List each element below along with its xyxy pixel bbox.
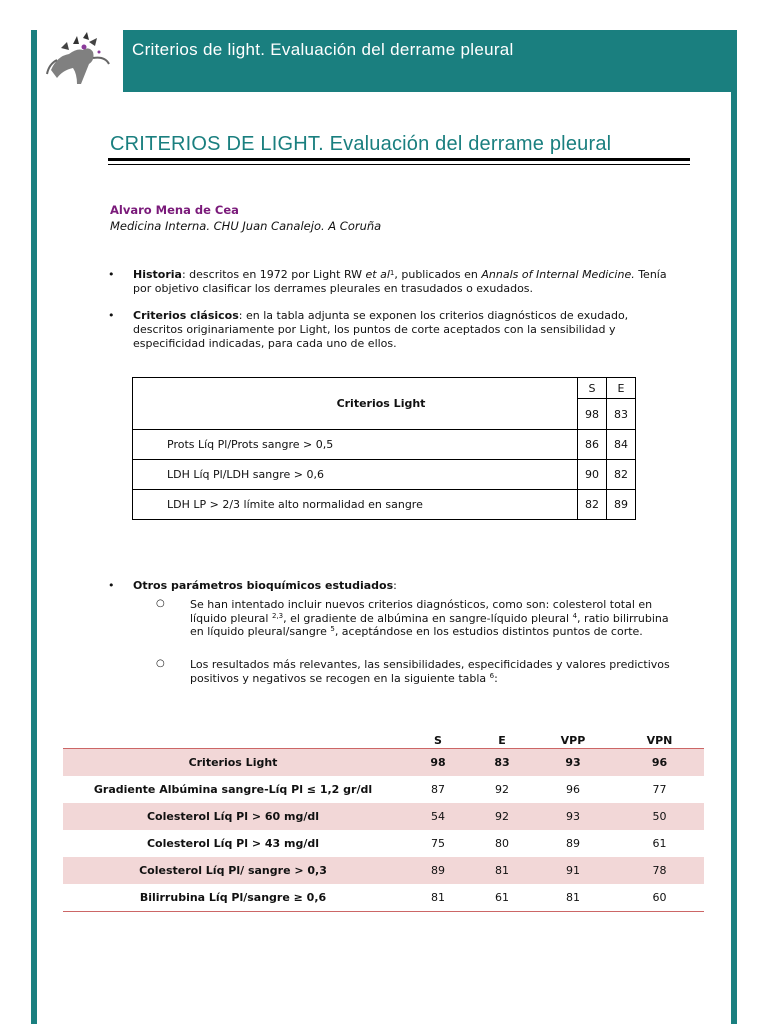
table2-cell: 91 [531, 857, 615, 884]
table1-title: Criterios Light [133, 378, 578, 430]
table2-cell: 60 [615, 884, 704, 912]
otros-label: Otros parámetros bioquímicos estudiados [133, 579, 394, 592]
historia-label: Historia [133, 268, 182, 281]
table1-row-e: 84 [607, 430, 636, 460]
table2-cell: 89 [403, 857, 473, 884]
otros-text: , el gradiente de albúmina en sangre-líquido pleural [283, 611, 573, 625]
title-rule [108, 158, 690, 161]
ref-sup: 2,3 [271, 611, 284, 620]
ref-sup: 5 [330, 625, 335, 633]
author-affiliation: Medicina Interna. CHU Juan Canalejo. A Coruña [110, 219, 382, 233]
table2-row-label: Colesterol Líq Pl/ sangre > 0,3 [63, 857, 403, 884]
table2-row-label: Colesterol Líq Pl > 60 mg/dl [63, 803, 403, 830]
table2-cell: 61 [652, 837, 667, 850]
table1-header-e: E [607, 378, 636, 399]
author-name: Alvaro Mena de Cea [110, 203, 239, 217]
table1-row-label: LDH LP > 2/3 límite alto normalidad en sangre [133, 490, 578, 520]
table-row [63, 884, 704, 912]
table2-cell: 81 [473, 857, 531, 884]
title-rule-thin [108, 164, 690, 165]
document-title: CRITERIOS DE LIGHT. Evaluación del derrame pleural [110, 133, 612, 155]
table1-row-s: 90 [578, 460, 607, 490]
table2-cell: 81 [531, 884, 615, 912]
table2-cell: 89 [566, 837, 580, 850]
table2-cell: 54 [403, 803, 473, 830]
table2-cell: 61 [473, 884, 531, 912]
table1-row-s: 82 [578, 490, 607, 520]
clasicos-text: : en la tabla adjunta se exponen los criterios diagnósticos de exudado, descritos originariamente por Light, los puntos de corte aceptados con la sensibilidad y especificidad indicadas, para cada uno de ellos. [133, 309, 629, 350]
table-row [63, 830, 704, 857]
table2-header-s: S [403, 730, 473, 749]
table-row [133, 490, 636, 520]
table2-cell: 92 [495, 783, 509, 796]
table2-cell: 87 [431, 783, 445, 796]
otros-sub-paragraph-2 [190, 658, 670, 685]
otros-heading [133, 579, 673, 593]
otros-text: , aceptándose en los estudios distintos puntos de corte. [334, 625, 643, 638]
otros-text: : [494, 671, 498, 685]
ref-sup: 6 [489, 671, 495, 680]
table-header-row [63, 730, 704, 749]
otros-text: Los resultados más relevantes, las sensibilidades, especificidades y valores predictivos positivos y negativos se recogen en la siguiente tabla [190, 658, 670, 685]
bullet-icon: • [108, 309, 115, 322]
table1-row-label: Prots Líq Pl/Prots sangre > 0,5 [133, 430, 578, 460]
figure-logo-icon [37, 30, 123, 92]
table2-header-blank [63, 730, 403, 749]
table2-header-vpn: VPN [615, 730, 704, 749]
table2-header-vpp: VPP [531, 730, 615, 749]
table2-cell: 81 [403, 884, 473, 912]
table2-cell: 93 [531, 803, 615, 830]
sub-bullet-icon: ○ [156, 598, 165, 609]
otros-colon: : [393, 579, 397, 592]
table2-cell: 77 [652, 783, 667, 796]
table1-title-e: 83 [607, 399, 636, 430]
otros-text: Se han intentado incluir nuevos criterios diagnósticos, como son: colesterol total en líquido pleural [190, 598, 653, 625]
table2-cell: 96 [615, 749, 704, 777]
table1-row-s: 86 [578, 430, 607, 460]
table1-title-s: 98 [578, 399, 607, 430]
historia-paragraph [133, 268, 673, 296]
table2-cell: 75 [431, 837, 445, 850]
table-row [63, 749, 704, 777]
historia-text: Tenía por objetivo clasificar los derrames pleurales en trasudados o exudados. [133, 268, 667, 295]
table2-cell: 96 [566, 783, 580, 796]
table2-cell: 50 [615, 803, 704, 830]
right-border [731, 30, 737, 1024]
table-row [133, 460, 636, 490]
ref-sup: 1 [389, 269, 395, 277]
table-row [133, 430, 636, 460]
otros-text: , ratio bilirrubina en líquido pleural/sangre [190, 611, 669, 638]
table2-cell: 80 [495, 837, 509, 850]
table2-header-e: E [473, 730, 531, 749]
table2-row-label: Bilirrubina Líq Pl/sangre ≥ 0,6 [63, 884, 403, 912]
sub-bullet-icon: ○ [156, 658, 165, 669]
left-border [31, 30, 37, 1024]
journal-name: Annals of Internal Medicine. [481, 268, 635, 281]
table2-row-label: Criterios Light [63, 749, 403, 777]
table-row [63, 803, 704, 830]
historia-etal: et al [365, 268, 390, 281]
light-criteria-table [132, 377, 636, 520]
table1-row-e: 82 [607, 460, 636, 490]
table1-row-e: 89 [607, 490, 636, 520]
banner-title: Criterios de light. Evaluación del derrame pleural [132, 40, 514, 59]
biochemical-parameters-table [63, 730, 704, 912]
table2-row-label: Gradiente Albúmina sangre-Líq Pl ≤ 1,2 gr/dl [93, 783, 373, 796]
clasicos-label: Criterios clásicos [133, 309, 239, 322]
table1-header-s: S [578, 378, 607, 399]
historia-text: , publicados en [394, 268, 482, 281]
table-row [63, 857, 704, 884]
bullet-icon: • [108, 268, 115, 281]
table2-cell: 83 [473, 749, 531, 777]
clasicos-paragraph [133, 309, 673, 351]
table2-cell: 92 [473, 803, 531, 830]
bullet-icon: • [108, 579, 115, 592]
otros-sub-paragraph-1 [190, 598, 670, 639]
table-row [63, 776, 704, 803]
table2-cell: 93 [531, 749, 615, 777]
ref-sup: 4 [572, 611, 578, 620]
historia-text: : descritos en 1972 por Light RW [181, 268, 366, 281]
table1-row-label: LDH Líq Pl/LDH sangre > 0,6 [133, 460, 578, 490]
table2-cell: 78 [615, 857, 704, 884]
table2-row-label: Colesterol Líq Pl > 43 mg/dl [146, 837, 320, 850]
table2-cell: 98 [403, 749, 473, 777]
